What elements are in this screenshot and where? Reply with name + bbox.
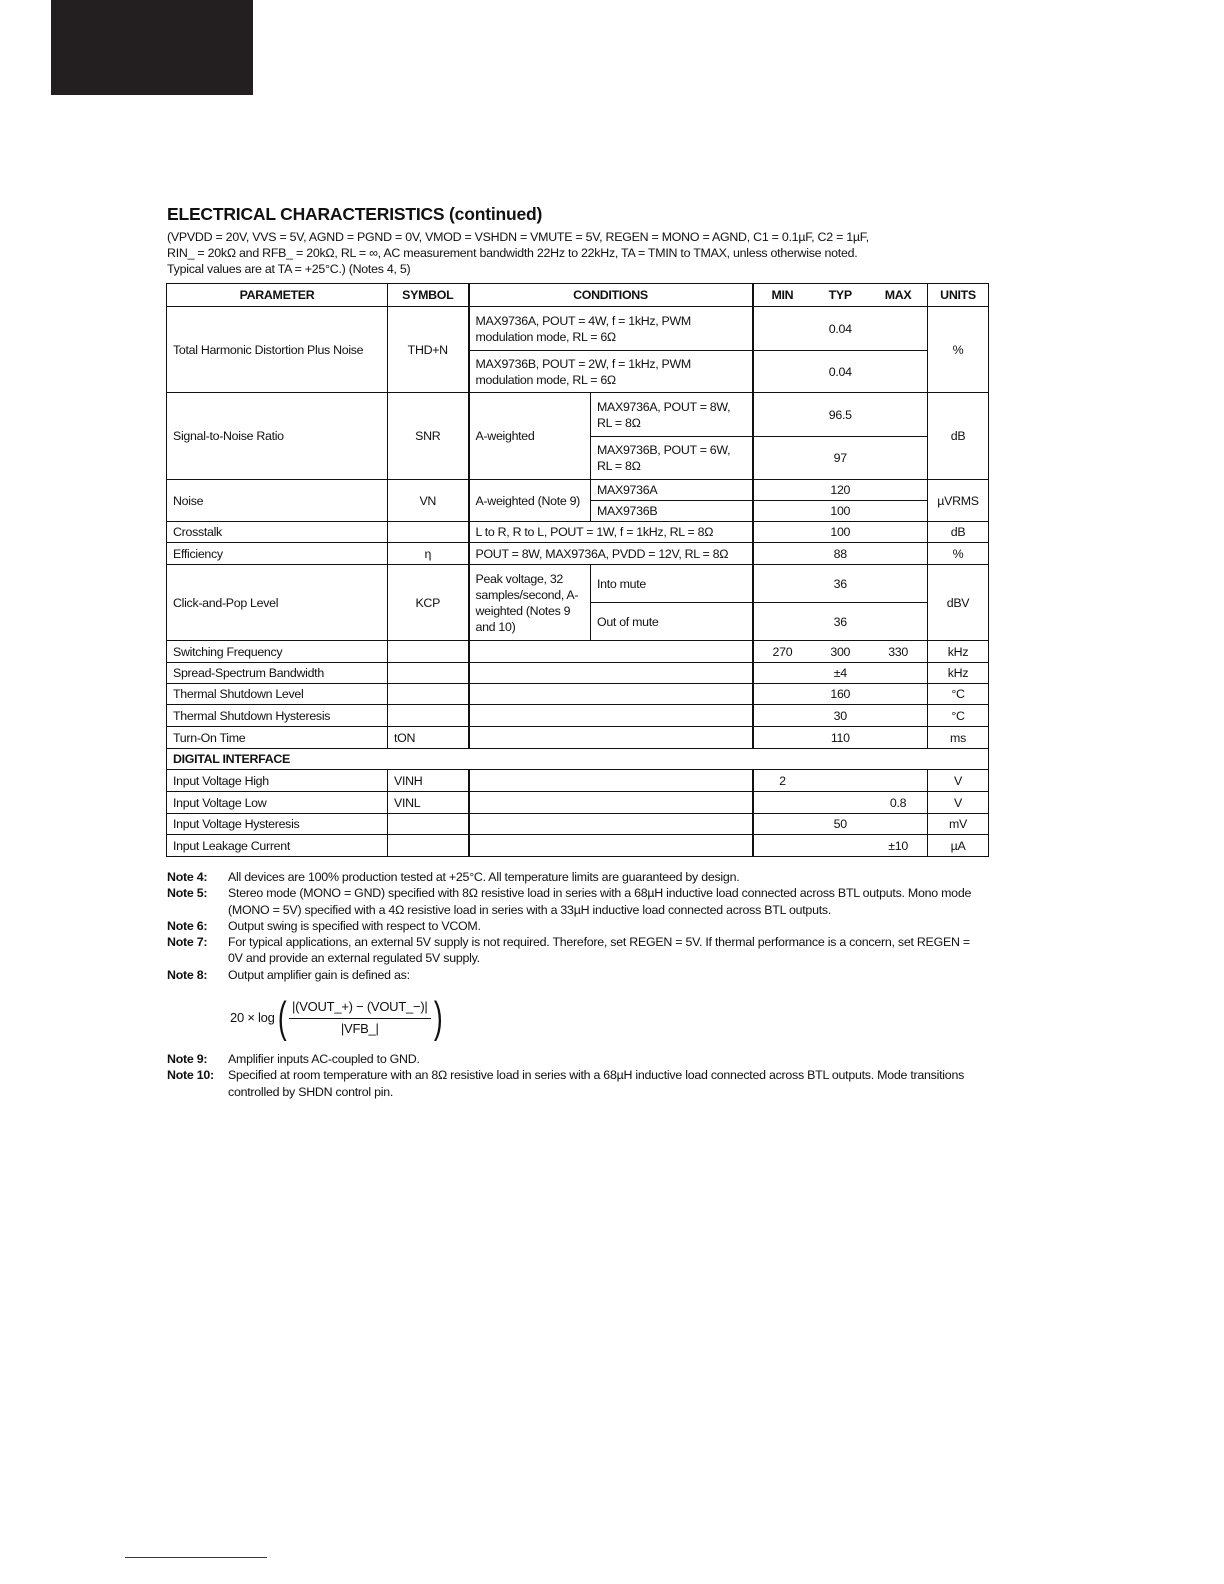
note-8 [167,967,987,983]
table-row [167,307,989,351]
typ-thd-b: 0.04 [753,351,928,393]
typ-noise-b: 100 [753,501,928,522]
param-tsd-hyst: Thermal Shutdown Hysteresis [167,705,388,727]
param-spread: Spread-Spectrum Bandwidth [167,663,388,684]
symbol-switching [388,641,469,663]
note-label: Note 5: [167,886,208,901]
note-text: For typical applications, an external 5V supply is not required. Therefore, set REGEN = 5V. If thermal performance is a concern, set REGEN = 0V and provide an external regulated 5V supply. [228,935,970,966]
note-text: Output amplifier gain is defined as: [228,967,410,982]
subcond-clickpop-a: Into mute [591,565,753,603]
max-vil: 0.8 [889,795,907,810]
header-conditions: CONDITIONS [469,284,753,307]
header-min-typ-max [753,284,928,307]
max-ileak: ±10 [888,838,908,853]
values-ileak [753,835,928,857]
note-label: Note 10: [167,1068,214,1083]
typ-turnon: 110 [753,727,928,749]
cond-switching [469,641,753,663]
param-tsd-level: Thermal Shutdown Level [167,684,388,705]
right-paren-icon: ) [433,993,443,1043]
units-switching: kHz [928,641,989,663]
note-text: Output swing is specified with respect to VCOM. [228,918,481,933]
typ-spread: ±4 [753,663,928,684]
min-vih: 2 [779,773,786,788]
table-row [167,663,989,684]
param-clickpop: Click-and-Pop Level [167,565,388,641]
conditions-line-2: RIN_ = 20kΩ and RFB_ = 20kΩ, RL = ∞, AC measurement bandwidth 22Hz to 22kHz, TA = TMIN to TMAX, unless otherwise noted. [167,246,858,260]
symbol-tsd-hyst [388,705,469,727]
param-thd: Total Harmonic Distortion Plus Noise [167,307,388,393]
param-turnon: Turn-On Time [167,727,388,749]
symbol-turnon: tON [388,727,469,749]
header-typ: TYP [828,288,852,302]
cond-vhys [469,814,753,835]
table-row [167,705,989,727]
notes-section [167,869,987,1100]
note-label: Note 8: [167,967,208,982]
table-row [167,835,989,857]
note-5 [167,885,987,918]
symbol-efficiency: η [388,543,469,565]
symbol-vil: VINL [388,792,469,814]
units-vil: V [928,792,989,814]
units-spread: kHz [928,663,989,684]
cond-snr: A-weighted [469,393,591,480]
symbol-noise: VN [388,480,469,522]
table-row [167,770,989,792]
param-efficiency: Efficiency [167,543,388,565]
symbol-vhys [388,814,469,835]
cond-turnon [469,727,753,749]
note-label: Note 6: [167,918,208,933]
cond-thd-b: MAX9736B, POUT = 2W, f = 1kHz, PWM modulation mode, RL = 6Ω [469,351,753,393]
corner-tab-block [51,0,253,95]
typ-switching: 300 [830,644,851,659]
typ-tsd-level: 160 [753,684,928,705]
min-switching: 270 [772,644,793,659]
symbol-crosstalk [388,522,469,543]
typ-efficiency: 88 [753,543,928,565]
formula-fraction [289,999,431,1037]
units-efficiency: % [928,543,989,565]
units-tsd-hyst: °C [928,705,989,727]
header-parameter: PARAMETER [167,284,388,307]
param-vhys: Input Voltage Hysteresis [167,814,388,835]
table-row [167,792,989,814]
note-label: Note 4: [167,870,208,884]
note-text: Stereo mode (MONO = GND) specified with 8Ω resistive load in series with a 68µH inductive load connected across BTL outputs. Mono mode (MONO = 5V) specified with a 4Ω resistive load in series with a 33µH inductive load connected across BTL outputs. [228,886,972,917]
digital-interface-header: DIGITAL INTERFACE [167,749,989,770]
typ-snr-b: 97 [753,437,928,480]
table-row [167,543,989,565]
subcond-clickpop-b: Out of mute [591,603,753,641]
units-turnon: ms [928,727,989,749]
symbol-spread [388,663,469,684]
units-ileak: µA [928,835,989,857]
param-switching: Switching Frequency [167,641,388,663]
formula-denominator: |VFB_| [340,1020,379,1036]
electrical-characteristics-table [166,283,989,857]
header-units: UNITS [928,284,989,307]
param-ileak: Input Leakage Current [167,835,388,857]
units-clickpop: dBV [928,565,989,641]
symbol-thd: THD+N [388,307,469,393]
units-thd: % [928,307,989,393]
param-snr: Signal-to-Noise Ratio [167,393,388,480]
cond-vil [469,792,753,814]
units-tsd-level: °C [928,684,989,705]
values-vil [753,792,928,814]
typ-clickpop-b: 36 [753,603,928,641]
typ-snr-a: 96.5 [753,393,928,437]
table-row [167,684,989,705]
formula-numerator: |(VOUT_+) − (VOUT_−)| [289,999,431,1018]
table-row [167,480,989,501]
header-symbol: SYMBOL [388,284,469,307]
units-vhys: mV [928,814,989,835]
note-text: Amplifier inputs AC-coupled to GND. [228,1052,420,1067]
conditions-line-3: Typical values are at TA = +25°C.) (Notes 4, 5) [167,262,411,276]
cond-tsd-hyst [469,705,753,727]
table-header-row [167,284,989,307]
table-row [167,727,989,749]
cond-ileak [469,835,753,857]
table-row [167,522,989,543]
note-6 [167,918,987,934]
cond-tsd-level [469,684,753,705]
max-switching: 330 [888,644,908,659]
cond-clickpop: Peak voltage, 32 samples/second, A-weighted (Notes 9 and 10) [469,565,591,641]
table-row [167,749,989,770]
typ-vhys: 50 [753,814,928,835]
units-noise: µVRMS [928,480,989,522]
units-snr: dB [928,393,989,480]
units-crosstalk: dB [928,522,989,543]
subcond-snr-a: MAX9736A, POUT = 8W, RL = 8Ω [591,393,753,437]
note-text: All devices are 100% production tested at +25°C. All temperature limits are guaranteed by design. [228,870,740,884]
note-7 [167,934,987,967]
typ-noise-a: 120 [753,480,928,501]
subcond-snr-b: MAX9736B, POUT = 6W, RL = 8Ω [591,437,753,480]
typ-thd-a: 0.04 [753,307,928,351]
table-row [167,393,989,437]
table-row [167,565,989,603]
note-label: Note 7: [167,935,208,950]
symbol-clickpop: KCP [388,565,469,641]
param-vil: Input Voltage Low [167,792,388,814]
subcond-noise-a: MAX9736A [591,480,753,501]
values-vih [753,770,928,792]
values-switching [753,641,928,663]
formula-prefix: 20 × log [230,1009,275,1025]
typ-tsd-hyst: 30 [753,705,928,727]
cond-efficiency: POUT = 8W, MAX9736A, PVDD = 12V, RL = 8Ω [469,543,753,565]
cond-vih [469,770,753,792]
typ-crosstalk: 100 [753,522,928,543]
note-label: Note 9: [167,1052,208,1067]
symbol-snr: SNR [388,393,469,480]
cond-crosstalk: L to R, R to L, POUT = 1W, f = 1kHz, RL = 8Ω [469,522,753,543]
table-row [167,814,989,835]
note-9 [167,1051,987,1067]
symbol-vih: VINH [388,770,469,792]
subcond-noise-b: MAX9736B [591,501,753,522]
note-10 [167,1067,987,1100]
left-paren-icon: ( [277,993,287,1043]
param-crosstalk: Crosstalk [167,522,388,543]
cond-noise: A-weighted (Note 9) [469,480,591,522]
note-text: Specified at room temperature with an 8Ω resistive load in series with a 68µH inductive load connected across BTL outputs. Mode transitions controlled by SHDN control pin. [228,1068,965,1099]
table-row [167,641,989,663]
gain-formula [230,989,987,1047]
symbol-tsd-level [388,684,469,705]
units-vih: V [928,770,989,792]
note-4 [167,869,987,885]
param-vih: Input Voltage High [167,770,388,792]
header-max: MAX [884,288,912,302]
cond-spread [469,663,753,684]
typ-clickpop-a: 36 [753,565,928,603]
section-title: ELECTRICAL CHARACTERISTICS (continued) [167,204,543,224]
symbol-ileak [388,835,469,857]
cond-thd-a: MAX9736A, POUT = 4W, f = 1kHz, PWM modulation mode, RL = 6Ω [469,307,753,351]
param-noise: Noise [167,480,388,522]
header-min: MIN [771,288,794,302]
footer-rule [125,1557,267,1558]
test-conditions [167,229,989,277]
conditions-line-1: (VPVDD = 20V, VVS = 5V, AGND = PGND = 0V, VMOD = VSHDN = VMUTE = 5V, REGEN = MONO = AGND, C1 = 0.1µF, C2 = 1µF, [167,230,869,244]
